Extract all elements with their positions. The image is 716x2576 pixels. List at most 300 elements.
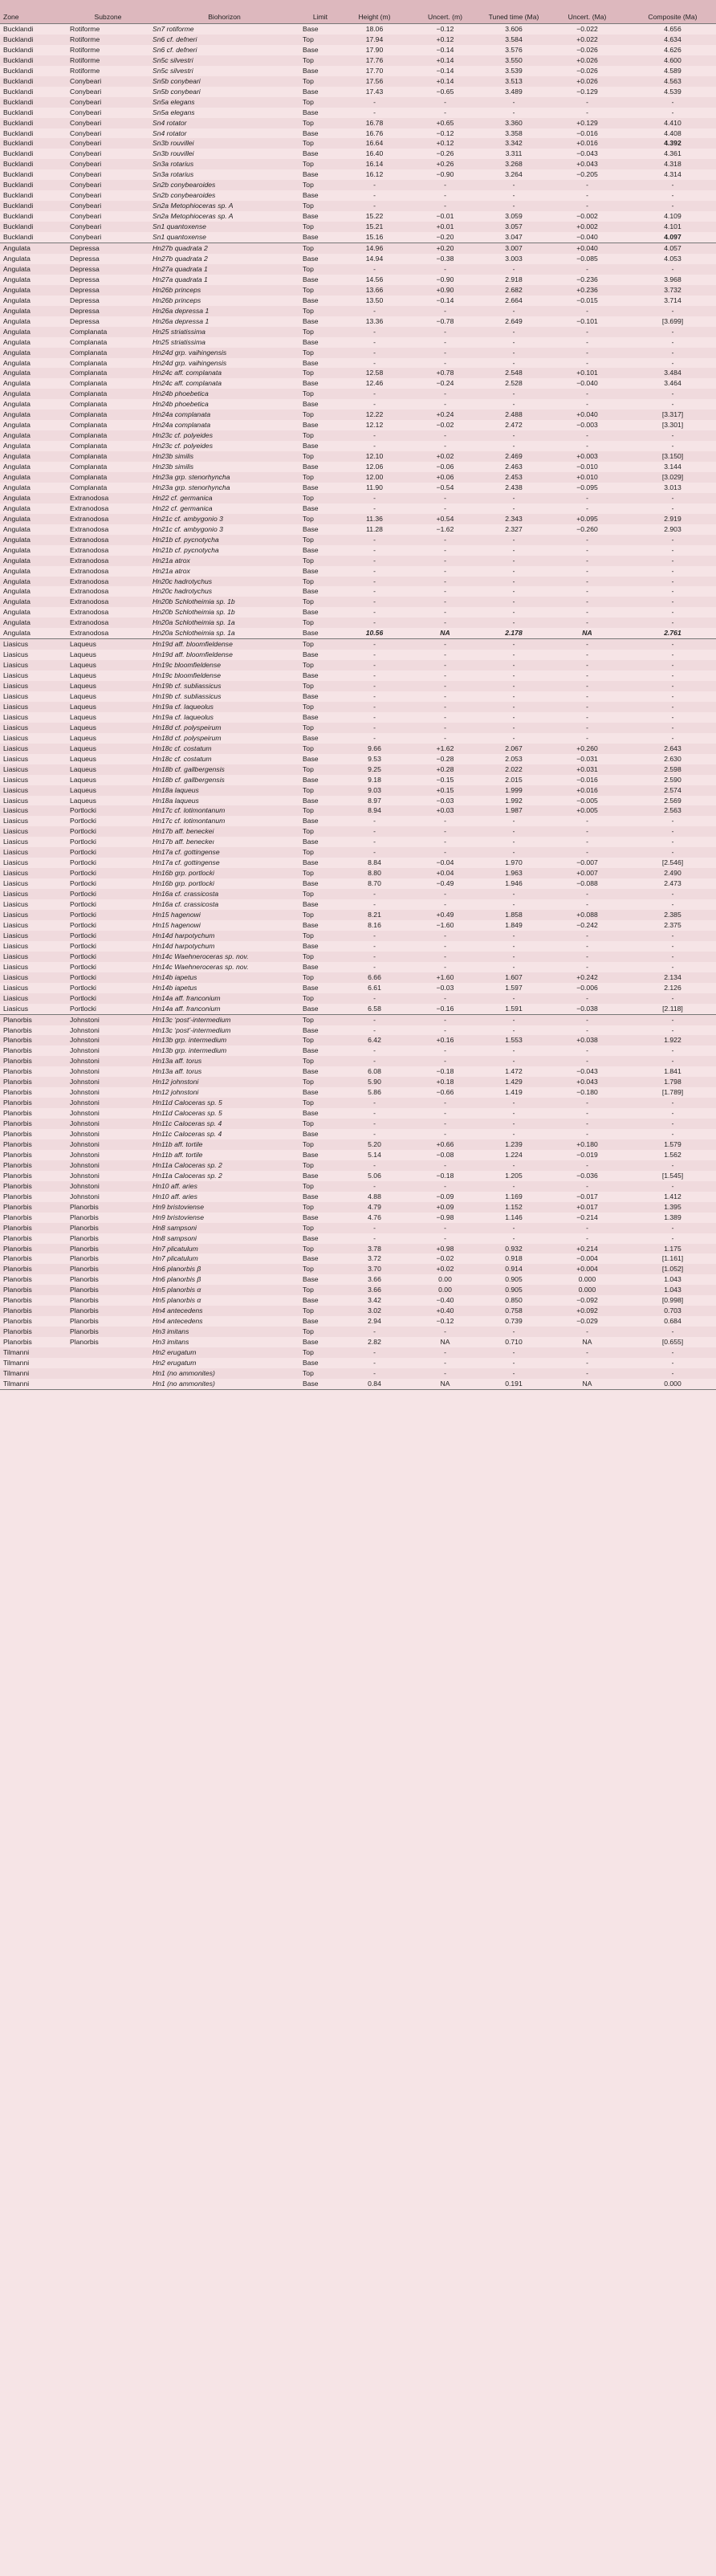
uncert-m-cell: - bbox=[444, 848, 446, 857]
subzone-cell: Conybeari bbox=[70, 181, 102, 190]
table-row bbox=[0, 493, 716, 503]
height-cell: 0.84 bbox=[341, 1379, 408, 1389]
composite-cell: - bbox=[671, 1119, 674, 1128]
composite-cell: 2.134 bbox=[664, 972, 681, 981]
tuned-time-cell: - bbox=[512, 566, 515, 575]
zone-cell: Angulata bbox=[3, 577, 31, 585]
biohorizon-cell: Hn23a grp. stenorhyncha bbox=[153, 472, 230, 481]
zone-cell: Angulata bbox=[3, 264, 31, 273]
height-cell: - bbox=[373, 202, 376, 210]
uncert-m-cell: +0.49 bbox=[436, 911, 454, 919]
subzone-cell: Complanata bbox=[70, 442, 108, 450]
subzone-cell: Johnstoni bbox=[70, 1046, 100, 1055]
limit-cell: Base bbox=[303, 1171, 319, 1180]
biohorizon-cell: Hn27a quadrata 1 bbox=[153, 275, 208, 283]
tuned-time-cell: - bbox=[512, 838, 515, 846]
tuned-time-cell: 1.205 bbox=[505, 1171, 523, 1180]
zone-cell: Planorbis bbox=[3, 1213, 32, 1221]
composite-cell: [3.029] bbox=[661, 472, 684, 481]
zone-cell: Planorbis bbox=[3, 1233, 32, 1242]
subzone-cell: Planorbis bbox=[70, 1327, 99, 1336]
subzone-cell: Laqueus bbox=[70, 754, 96, 763]
zone-cell: Bucklandi bbox=[3, 108, 34, 116]
height-cell: - bbox=[373, 1046, 376, 1055]
biohorizon-cell: Hn13c ‘post’-intermedium bbox=[149, 1014, 299, 1025]
biohorizon-cell: Hn14a aff. franconium bbox=[153, 1004, 221, 1013]
composite-cell: - bbox=[671, 838, 674, 846]
uncert-m-cell: - bbox=[444, 900, 446, 909]
limit-cell: Top bbox=[303, 431, 314, 440]
zone-cell: Planorbis bbox=[3, 1150, 32, 1159]
height-cell: - bbox=[373, 682, 376, 691]
uncert-ma-cell: - bbox=[586, 900, 588, 909]
height-cell: - bbox=[373, 952, 376, 960]
limit-cell: Top bbox=[303, 702, 314, 711]
table-row bbox=[0, 514, 716, 524]
height-cell: 8.70 bbox=[368, 879, 381, 888]
uncert-ma-cell: - bbox=[586, 1223, 588, 1232]
biohorizon-cell: Hn22 cf. germanica bbox=[153, 503, 213, 512]
limit-cell: Top bbox=[303, 577, 314, 585]
limit-cell: Base bbox=[303, 817, 319, 825]
height-cell: - bbox=[373, 1368, 376, 1377]
composite-cell: 1.562 bbox=[664, 1150, 681, 1159]
height-cell: - bbox=[373, 597, 376, 606]
subzone-cell: Complanata bbox=[70, 452, 108, 461]
composite-cell: [3.317] bbox=[661, 410, 684, 419]
height-cell: 3.42 bbox=[368, 1296, 381, 1305]
tuned-time-cell: - bbox=[512, 962, 515, 971]
height-cell: 3.66 bbox=[368, 1275, 381, 1284]
tuned-time-cell: 3.342 bbox=[505, 139, 523, 148]
subzone-cell: Johnstoni bbox=[70, 1171, 100, 1180]
tuned-time-cell: - bbox=[512, 1160, 515, 1169]
biohorizon-cell: Sn5b conybeari bbox=[153, 87, 201, 96]
limit-cell: Top bbox=[303, 55, 314, 64]
biohorizon-cell: Hn24b phoebetica bbox=[153, 389, 209, 398]
subzone-cell: Complanata bbox=[70, 410, 108, 419]
col-uncert-m: Uncert. (m) bbox=[408, 0, 482, 24]
table-row bbox=[0, 420, 716, 430]
uncert-ma-cell: - bbox=[586, 1233, 588, 1242]
tuned-time-cell: - bbox=[512, 702, 515, 711]
uncert-ma-cell: - bbox=[586, 191, 588, 200]
zone-cell: Angulata bbox=[3, 337, 31, 346]
biohorizon-cell: Hn12 johnstoni bbox=[153, 1078, 199, 1086]
limit-cell: Top bbox=[303, 1078, 314, 1086]
composite-cell: 4.057 bbox=[629, 243, 716, 254]
uncert-ma-cell: - bbox=[586, 400, 588, 409]
biohorizon-cell: Hn23a grp. stenorhyncha bbox=[153, 483, 230, 491]
height-cell: - bbox=[373, 389, 376, 398]
uncert-m-cell: - bbox=[444, 650, 446, 659]
height-cell: - bbox=[373, 348, 376, 357]
table-row bbox=[0, 962, 716, 972]
zone-cell: Angulata bbox=[3, 556, 31, 565]
composite-cell: - bbox=[671, 931, 674, 940]
limit-cell: Base bbox=[303, 629, 319, 638]
uncert-ma-cell: +0.088 bbox=[576, 911, 598, 919]
zone-cell: Angulata bbox=[3, 566, 31, 575]
uncert-m-cell: −0.26 bbox=[436, 149, 454, 158]
limit-cell: Base bbox=[303, 754, 319, 763]
composite-cell: - bbox=[671, 358, 674, 367]
composite-cell: - bbox=[671, 1223, 674, 1232]
composite-cell: 1.841 bbox=[664, 1067, 681, 1076]
height-cell: 12.58 bbox=[365, 369, 384, 377]
composite-cell: [2.118] bbox=[662, 1004, 683, 1013]
table-row bbox=[0, 337, 716, 348]
composite-cell: - bbox=[671, 1130, 674, 1139]
uncert-ma-cell: +0.095 bbox=[576, 514, 598, 523]
height-cell: - bbox=[373, 358, 376, 367]
zone-cell: Tilmanni bbox=[3, 1348, 30, 1357]
tuned-time-cell: 2.343 bbox=[505, 514, 523, 523]
uncert-ma-cell: −0.004 bbox=[576, 1254, 598, 1263]
subzone-cell: Laqueus bbox=[70, 775, 96, 784]
limit-cell: Top bbox=[303, 806, 314, 815]
tuned-time-cell: 2.918 bbox=[505, 275, 523, 283]
biohorizon-cell: Hn16a cf. crassicosta bbox=[153, 900, 219, 909]
subzone-cell: Planorbis bbox=[70, 1338, 99, 1347]
tuned-time-cell: - bbox=[512, 618, 515, 627]
tuned-time-cell: - bbox=[512, 264, 515, 273]
tuned-time-cell: - bbox=[512, 608, 515, 617]
composite-cell: - bbox=[671, 712, 674, 721]
table-row bbox=[0, 169, 716, 180]
tuned-time-cell: - bbox=[512, 556, 515, 565]
subzone-cell: Johnstoni bbox=[70, 1130, 100, 1139]
tuned-time-cell: 3.311 bbox=[505, 149, 523, 158]
tuned-time-cell: - bbox=[512, 1109, 515, 1118]
uncert-ma-cell: - bbox=[586, 1119, 588, 1128]
uncert-m-cell: +1.60 bbox=[436, 972, 454, 981]
table-row bbox=[0, 660, 716, 670]
subzone-cell: Johnstoni bbox=[70, 1036, 100, 1045]
tuned-time-cell: 0.932 bbox=[505, 1244, 523, 1253]
biohorizon-cell: Hn11c Caloceras sp. 4 bbox=[153, 1130, 222, 1139]
zone-cell: Angulata bbox=[3, 431, 31, 440]
table-row bbox=[0, 128, 716, 139]
biohorizon-cell: Hn17a cf. gottingense bbox=[153, 858, 220, 867]
uncert-ma-cell: −0.017 bbox=[576, 1192, 598, 1200]
uncert-m-cell: - bbox=[444, 545, 446, 554]
zone-cell: Planorbis bbox=[3, 1244, 32, 1253]
uncert-m-cell: −0.02 bbox=[436, 1254, 454, 1263]
zone-cell: Liasicus bbox=[3, 858, 29, 867]
table-row bbox=[0, 878, 716, 889]
zone-cell: Liasicus bbox=[3, 712, 29, 721]
subzone-cell: Portlocki bbox=[70, 952, 96, 960]
table-row bbox=[0, 983, 716, 993]
biohorizon-cell: Hn2 erugatum bbox=[153, 1359, 197, 1367]
biohorizon-cell: Hn14b iapetus bbox=[153, 983, 197, 992]
height-cell: 5.14 bbox=[368, 1150, 381, 1159]
limit-cell: Base bbox=[303, 524, 319, 533]
table-row bbox=[0, 180, 716, 190]
limit-cell: Top bbox=[303, 848, 314, 857]
uncert-m-cell: - bbox=[444, 692, 446, 700]
subzone-cell: Portlocki bbox=[70, 931, 96, 940]
composite-cell: [0.998] bbox=[661, 1296, 684, 1305]
uncert-ma-cell: +0.026 bbox=[576, 76, 598, 85]
tuned-time-cell: - bbox=[512, 671, 515, 680]
limit-cell: Top bbox=[303, 493, 314, 502]
limit-cell: Top bbox=[303, 618, 314, 627]
table-row bbox=[0, 754, 716, 764]
uncert-ma-cell: - bbox=[586, 389, 588, 398]
uncert-m-cell: −0.09 bbox=[436, 1192, 454, 1200]
composite-cell: - bbox=[671, 692, 674, 700]
uncert-ma-cell: - bbox=[586, 890, 588, 899]
tuned-time-cell: 1.597 bbox=[505, 983, 523, 992]
composite-cell: - bbox=[671, 952, 674, 960]
composite-cell: - bbox=[671, 181, 674, 190]
biohorizon-cell: Hn20a Schlotheimia sp. 1a bbox=[153, 629, 235, 638]
table-row bbox=[0, 733, 716, 744]
zone-cell: Bucklandi bbox=[3, 160, 34, 169]
uncert-ma-cell: - bbox=[586, 952, 588, 960]
uncert-m-cell: −0.98 bbox=[436, 1213, 454, 1221]
uncert-ma-cell: −0.002 bbox=[576, 212, 598, 221]
tuned-time-cell: 3.550 bbox=[505, 55, 523, 64]
height-cell: - bbox=[373, 962, 376, 971]
limit-cell: Base bbox=[303, 1233, 319, 1242]
subzone-cell: Laqueus bbox=[70, 733, 96, 742]
tuned-time-cell: 2.327 bbox=[505, 524, 523, 533]
zone-cell: Liasicus bbox=[3, 796, 29, 805]
composite-cell: - bbox=[629, 639, 716, 650]
height-cell: 16.14 bbox=[365, 160, 384, 169]
height-cell: - bbox=[373, 264, 376, 273]
height-cell: 4.79 bbox=[368, 1202, 381, 1211]
table-row bbox=[0, 1129, 716, 1139]
tuned-time-cell: - bbox=[512, 1025, 515, 1034]
composite-cell: 2.385 bbox=[664, 911, 681, 919]
uncert-m-cell: +0.28 bbox=[436, 764, 454, 773]
uncert-ma-cell: - bbox=[586, 337, 588, 346]
zone-cell: Angulata bbox=[3, 316, 31, 325]
limit-cell: Base bbox=[303, 1338, 319, 1347]
height-cell: 14.96 bbox=[341, 243, 408, 254]
biohorizon-cell: Hn9 bristoviense bbox=[153, 1213, 205, 1221]
zone-cell: Bucklandi bbox=[3, 233, 34, 242]
table-row bbox=[0, 1077, 716, 1087]
zone-cell: Planorbis bbox=[3, 1025, 32, 1034]
tuned-time-cell: 1.849 bbox=[505, 920, 523, 929]
biohorizon-cell: Hn13a aff. torus bbox=[153, 1067, 202, 1076]
table-row bbox=[0, 1358, 716, 1368]
height-cell: - bbox=[373, 941, 376, 950]
uncert-ma-cell: −0.010 bbox=[576, 463, 598, 471]
height-cell: 14.94 bbox=[365, 254, 384, 263]
height-cell: 2.82 bbox=[368, 1338, 381, 1347]
tuned-time-cell: - bbox=[512, 348, 515, 357]
table-row bbox=[0, 535, 716, 545]
uncert-ma-cell: - bbox=[586, 1327, 588, 1336]
height-cell: 12.06 bbox=[365, 463, 384, 471]
table-row bbox=[0, 264, 716, 275]
tuned-time-cell: 2.463 bbox=[505, 463, 523, 471]
height-cell: - bbox=[373, 1130, 376, 1139]
uncert-m-cell: - bbox=[444, 1057, 446, 1066]
uncert-m-cell: +0.12 bbox=[436, 35, 454, 43]
tuned-time-cell: - bbox=[512, 692, 515, 700]
limit-cell: Base bbox=[303, 1296, 319, 1305]
uncert-m-cell: - bbox=[444, 597, 446, 606]
uncert-ma-cell: NA bbox=[582, 629, 592, 638]
zone-cell: Bucklandi bbox=[3, 170, 34, 179]
table-row bbox=[0, 785, 716, 796]
uncert-m-cell: −0.49 bbox=[436, 879, 454, 888]
uncert-m-cell: - bbox=[444, 535, 446, 544]
tuned-time-cell: - bbox=[512, 389, 515, 398]
composite-cell: 2.473 bbox=[664, 879, 681, 888]
tuned-time-cell: 1.858 bbox=[505, 911, 523, 919]
subzone-cell: Portlocki bbox=[70, 817, 96, 825]
composite-cell: - bbox=[671, 608, 674, 617]
biohorizon-cell: Sn3a rotarius bbox=[153, 160, 194, 169]
biohorizon-cell: Hn6 planorbis β bbox=[153, 1265, 201, 1274]
table-row bbox=[0, 702, 716, 712]
uncert-ma-cell: −0.092 bbox=[576, 1296, 598, 1305]
table-row bbox=[0, 597, 716, 607]
subzone-cell: Extranodosa bbox=[70, 524, 109, 533]
tuned-time-cell: - bbox=[512, 682, 515, 691]
zone-cell: Bucklandi bbox=[3, 139, 34, 148]
limit-cell: Top bbox=[303, 514, 314, 523]
uncert-ma-cell: - bbox=[586, 661, 588, 670]
table-row bbox=[0, 138, 716, 149]
table-row bbox=[0, 910, 716, 920]
composite-cell: 1.395 bbox=[664, 1202, 681, 1211]
biohorizon-cell: Hn21c cf. ambygonio 3 bbox=[153, 514, 223, 523]
uncert-m-cell: - bbox=[444, 264, 446, 273]
table-row bbox=[0, 441, 716, 451]
table-row bbox=[0, 45, 716, 55]
uncert-ma-cell: - bbox=[586, 650, 588, 659]
table-row bbox=[0, 618, 716, 628]
limit-cell: Base bbox=[303, 254, 319, 263]
composite-cell: - bbox=[671, 817, 674, 825]
table-row bbox=[0, 858, 716, 868]
zone-cell: Tilmanni bbox=[3, 1368, 30, 1377]
uncert-ma-cell: NA bbox=[582, 1338, 592, 1347]
table-row bbox=[0, 1045, 716, 1056]
uncert-ma-cell: +0.040 bbox=[576, 410, 598, 419]
zone-cell: Liasicus bbox=[3, 702, 29, 711]
tuned-time-cell: - bbox=[512, 848, 515, 857]
zone-cell: Angulata bbox=[3, 472, 31, 481]
height-cell: 12.22 bbox=[365, 410, 384, 419]
uncert-m-cell: −0.02 bbox=[436, 421, 454, 430]
zone-cell: Planorbis bbox=[3, 1223, 32, 1232]
biohorizon-cell: Hn18a laqueus bbox=[153, 796, 199, 805]
subzone-cell: Extranodosa bbox=[70, 566, 109, 575]
subzone-cell: Depressa bbox=[70, 285, 100, 294]
subzone-cell: Planorbis bbox=[70, 1286, 99, 1294]
biohorizon-cell: Hn19a cf. laqueolus bbox=[153, 702, 214, 711]
uncert-ma-cell: −0.040 bbox=[576, 233, 598, 242]
limit-cell: Base bbox=[303, 1359, 319, 1367]
zone-cell: Bucklandi bbox=[3, 87, 34, 96]
composite-cell: 3.144 bbox=[664, 463, 681, 471]
limit-cell: Base bbox=[303, 275, 319, 283]
zone-cell: Planorbis bbox=[3, 1181, 32, 1190]
uncert-ma-cell: −0.180 bbox=[576, 1088, 598, 1097]
uncert-ma-cell: - bbox=[586, 587, 588, 596]
biohorizon-cell: Hn14c Waehneroceras sp. nov. bbox=[153, 962, 249, 971]
zone-cell: Angulata bbox=[3, 389, 31, 398]
tuned-time-cell: - bbox=[512, 108, 515, 116]
composite-cell: - bbox=[671, 1109, 674, 1118]
biohorizon-cell: Hn13c ‘post’-intermedium bbox=[153, 1025, 231, 1034]
tuned-time-cell: 3.358 bbox=[505, 128, 523, 137]
uncert-m-cell: - bbox=[444, 1359, 446, 1367]
limit-cell: Top bbox=[303, 1119, 314, 1128]
zone-cell: Angulata bbox=[3, 421, 31, 430]
limit-cell: Base bbox=[303, 838, 319, 846]
composite-cell: - bbox=[671, 1181, 674, 1190]
tuned-time-cell: - bbox=[512, 191, 515, 200]
composite-cell: 3.732 bbox=[664, 285, 681, 294]
uncert-ma-cell: - bbox=[586, 993, 588, 1002]
tuned-time-cell: 1.419 bbox=[505, 1088, 523, 1097]
uncert-ma-cell: −0.026 bbox=[576, 66, 598, 75]
zone-cell: Angulata bbox=[3, 379, 31, 388]
subzone-cell: Johnstoni bbox=[70, 1098, 100, 1107]
tuned-time-cell: - bbox=[512, 827, 515, 836]
subzone-cell: Laqueus bbox=[70, 785, 96, 794]
table-row bbox=[0, 993, 716, 1004]
uncert-m-cell: +0.20 bbox=[408, 243, 482, 254]
height-cell: - bbox=[373, 931, 376, 940]
composite-cell: - bbox=[671, 1348, 674, 1357]
height-cell: - bbox=[373, 306, 376, 315]
biohorizon-cell: Hn25 striatissima bbox=[153, 337, 205, 346]
subzone-cell: Complanata bbox=[70, 369, 108, 377]
biohorizon-cell: Hn24c aff. complanata bbox=[153, 379, 222, 388]
biohorizon-cell: Hn20b Schlotheimia sp. 1b bbox=[153, 597, 235, 606]
uncert-m-cell: - bbox=[444, 97, 446, 106]
subzone-cell: Portlocki bbox=[70, 879, 96, 888]
height-cell: 16.76 bbox=[365, 128, 384, 137]
height-cell: 6.61 bbox=[368, 983, 381, 992]
height-cell: 13.36 bbox=[365, 316, 384, 325]
uncert-m-cell: +0.65 bbox=[436, 118, 454, 127]
table-row bbox=[0, 1035, 716, 1045]
composite-cell: - bbox=[671, 327, 674, 336]
table-row bbox=[0, 1264, 716, 1274]
tuned-time-cell: - bbox=[512, 712, 515, 721]
limit-cell: Top bbox=[303, 389, 314, 398]
table-row bbox=[0, 712, 716, 723]
table-row bbox=[0, 201, 716, 211]
uncert-ma-cell: - bbox=[586, 1109, 588, 1118]
tuned-time-cell: - bbox=[512, 577, 515, 585]
height-cell: 5.06 bbox=[368, 1171, 381, 1180]
tuned-time-cell: 3.264 bbox=[505, 170, 523, 179]
composite-cell: 4.656 bbox=[664, 25, 681, 33]
height-cell: - bbox=[373, 400, 376, 409]
uncert-m-cell: −0.01 bbox=[436, 212, 454, 221]
composite-cell: 4.097 bbox=[664, 233, 681, 242]
limit-cell: Base bbox=[303, 941, 319, 950]
zone-cell: Liasicus bbox=[3, 671, 29, 680]
biohorizon-cell: Hn9 bristoviense bbox=[153, 1202, 205, 1211]
biohorizon-cell: Hn13b grp. intermedium bbox=[153, 1036, 227, 1045]
biohorizon-cell: Hn4 antecedens bbox=[153, 1306, 203, 1315]
